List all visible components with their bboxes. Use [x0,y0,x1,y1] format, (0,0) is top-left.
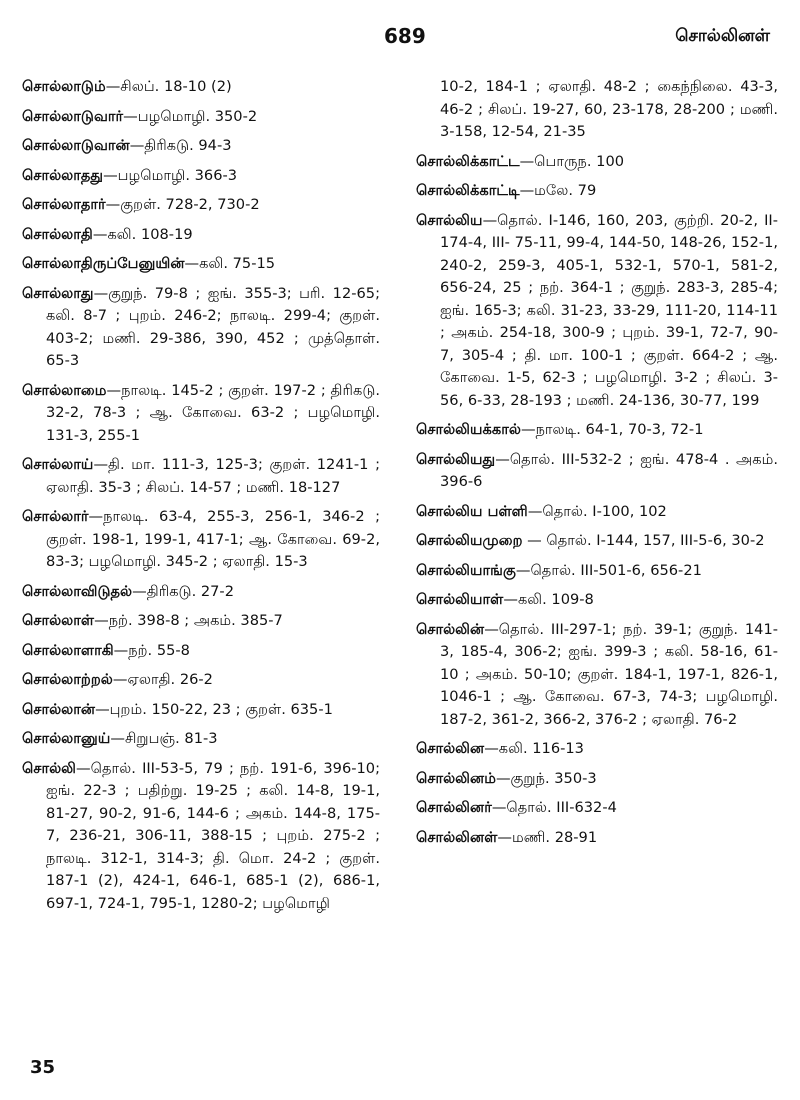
references: —ஏலாதி. 26-2 [112,671,213,688]
references: —தி. மா. 111-3, 125-3; குறள். 1241-1 ; ஏலாதி. 35-3 ; சிலப். 14-57 ; மணி. 18-127 [46,456,380,496]
index-entry [416,827,778,850]
references: —பழமொழி. 350-2 [123,107,258,125]
references: — தொல். I-144, 157, III-5-6, 30-2 [522,532,765,549]
index-entry [22,581,380,604]
headword: சொல்லியது [416,450,496,468]
index-entry [416,768,778,791]
references: —தொல். III-632-4 [491,799,617,816]
references: —தொல். III-297-1; நற். 39-1; குறுந். 141-3, 185-4, 306-2; ஐங். 399-3 ; கலி. 58-16, 61-10 ; அகம். 50-10; குறள். 184-1, 197-1, 826-1, 1046-1 ; ஆ. கோவை. 67-3, 74-3; பழமொழி. 187-2, 361-2, 366-2, 376-2 ; ஏலாதி. 76-2 [440,620,778,728]
references: —தொல். III-53-5, 79 ; நற். 191-6, 396-10; ஐங். 22-3 ; பதிற்று. 19-25 ; கலி. 14-8, 19-1, 81-27, 90-2, 91-6, 144-6 ; அகம். 144-8, 175-7, 236-21, 306-11, 388-15 ; புறம். 275-2 ; நாலடி. 312-1, 314-3; தி. மொ. 24-2 ; குறள். 187-1 (2), 424-1, 646-1, 685-1 (2), 686-1, 697-1, 724-1, 795-1, 1280-2; பழமொழி [46,759,380,912]
references: —தொல். III-532-2 ; ஐங். 478-4 . அகம். 396-6 [440,450,778,490]
references: —நற். 55-8 [113,641,190,659]
index-entry [22,253,380,276]
headword: சொல்லினம் [416,769,496,787]
references: —பொருந. 100 [519,152,625,170]
references: —நாலடி. 64-1, 70-3, 72-1 [520,421,704,438]
index-entry [416,738,778,761]
references: —நற். 398-8 ; அகம். 385-7 [94,612,283,629]
references: —கலி. 75-15 [184,255,276,272]
signature-mark: 35 [30,1057,56,1078]
index-entry [416,180,778,203]
index-entry [22,194,380,217]
headword: சொல்லியமுறை [416,532,523,549]
headword: சொல்லிக்காட்டி [416,182,520,199]
headword: சொல்லியாங்கு [416,561,516,579]
references: —தொல். I-146, 160, 203, குற்றி. 20-2, II-174-4, III- 75-11, 99-4, 144-50, 148-26, 152-1, 240-2, 259-3, 405-1, 532-1, 570-1, 581-2, 656-24, 25 ; நற். 364-1 ; குறுந். 283-3, 285-4; ஐங். 165-3; கலி. 31-23, 33-29, 111-20, 114-11 ; அகம். 254-18, 300-9 ; புறம். 39-1, 72-7, 90-7, 305-4 ; தி. மா. 100-1 ; குறள். 664-2 ; ஆ. கோவை. 1-5, 62-3 ; பழமொழி. 3-2 ; சிலப். 3-56, 6-33, 28-193 ; மணி. 24-136, 30-77, 199 [440,211,778,409]
headword: சொல்லியக்கால் [416,421,521,438]
index-entry [22,728,380,751]
headword: சொல்லாற்றல் [22,671,113,688]
headword: சொல்லாதிருப்பேனுயின் [22,255,185,272]
right-column [416,76,778,856]
headword: சொல்லாமை [22,381,107,399]
references: —குறுந். 350-3 [495,769,597,787]
index-entry [22,380,380,448]
headword: சொல்லாது [22,284,94,302]
references: —கலி. 116-13 [484,740,584,757]
headword: சொல்லாதது [22,166,104,184]
index-entry [22,699,380,722]
index-entry [22,454,380,499]
headword: சொல்லாவிடுதல் [22,582,133,600]
references: —நாலடி. 63-4, 255-3, 256-1, 346-2 ; குறள். 198-1, 199-1, 417-1; ஆ. கோவை. 69-2, 83-3; பழமொழி. 345-2 ; ஏலாதி. 15-3 [46,508,380,570]
references: —மலே. 79 [519,182,597,199]
headword: சொல்லார் [22,508,89,525]
index-entry [22,165,380,188]
index-entry [416,449,778,494]
index-entry [416,530,778,553]
headword: சொல்லாளாகி [22,641,114,659]
references: —திரிகடு. 94-3 [129,137,232,154]
headword: சொல்லினள் [416,828,498,846]
left-column [22,76,380,922]
index-entry [416,419,778,442]
references: —கலி. 108-19 [92,225,193,243]
headword: சொல்லியாள் [416,591,504,608]
references: —சிறுபஞ். 81-3 [110,730,218,747]
references: —குறள். 728-2, 730-2 [105,196,260,213]
references: —குறுந். 79-8 ; ஐங். 355-3; பரி. 12-65; கலி. 8-7 ; புறம். 246-2; நாலடி. 299-4; குறள். 403-2; மணி. 29-386, 390, 452 ; முத்தொள். 65-3 [46,284,380,369]
references: —பழமொழி. 366-3 [103,166,238,184]
headword: சொல்லிய [416,211,483,229]
index-entry [416,210,778,413]
continuation-text: 10-2, 184-1 ; ஏலாதி. 48-2 ; கைந்நிலை. 43-3, 46-2 ; சிலப். 19-27, 60, 23-178, 28-200 ; மணி. 3-158, 12-54, 21-35 [440,78,778,140]
index-entry [22,506,380,574]
headword: சொல்லிய பள்ளி [416,502,528,520]
references: —மணி. 28-91 [497,828,598,846]
headword: சொல்லாய் [22,456,94,473]
headword: சொல்லாதார் [22,196,106,213]
headword: சொல்லாள் [22,612,95,629]
headword: சொல்லாடுவார் [22,107,124,125]
running-head: சொல்லினள் [675,26,770,46]
index-entry [22,135,380,158]
index-entry [22,758,380,916]
index-entry [416,797,778,820]
headword: சொல்லான் [22,700,96,718]
index-entry [22,610,380,633]
index-entry [416,589,778,612]
index-entry [22,224,380,247]
headword: சொல்லாடும் [22,78,106,95]
index-entry [416,619,778,732]
references: —புறம். 150-22, 23 ; குறள். 635-1 [95,700,333,718]
headword: சொல்லானுய் [22,730,111,747]
index-entry [416,501,778,524]
references: —சிலப். 18-10 (2) [105,78,232,95]
headword: சொல்லினர் [416,799,492,816]
headword: சொல்லின் [416,620,485,638]
references: —தொல். III-501-6, 656-21 [515,561,702,579]
index-entry [416,151,778,174]
index-entry [22,106,380,129]
page-number: 689 [384,24,426,48]
references: —தொல். I-100, 102 [527,502,667,520]
references: —நாலடி. 145-2 ; குறள். 197-2 ; திரிகடு. 32-2, 78-3 ; ஆ. கோவை. 63-2 ; பழமொழி. 131-3, 255-1 [46,381,380,444]
index-entry [22,640,380,663]
index-entry [22,76,380,99]
headword: சொல்லின [416,740,485,757]
index-entry [416,560,778,583]
headword: சொல்லாதி [22,225,93,243]
headword: சொல்லாடுவான் [22,137,130,154]
headword: சொல்லி [22,759,77,777]
headword: சொல்லிக்காட்ட [416,152,520,170]
index-entry [22,283,380,373]
references: —திரிகடு. 27-2 [132,582,234,600]
index-entry [22,669,380,692]
references: —கலி. 109-8 [503,591,594,608]
